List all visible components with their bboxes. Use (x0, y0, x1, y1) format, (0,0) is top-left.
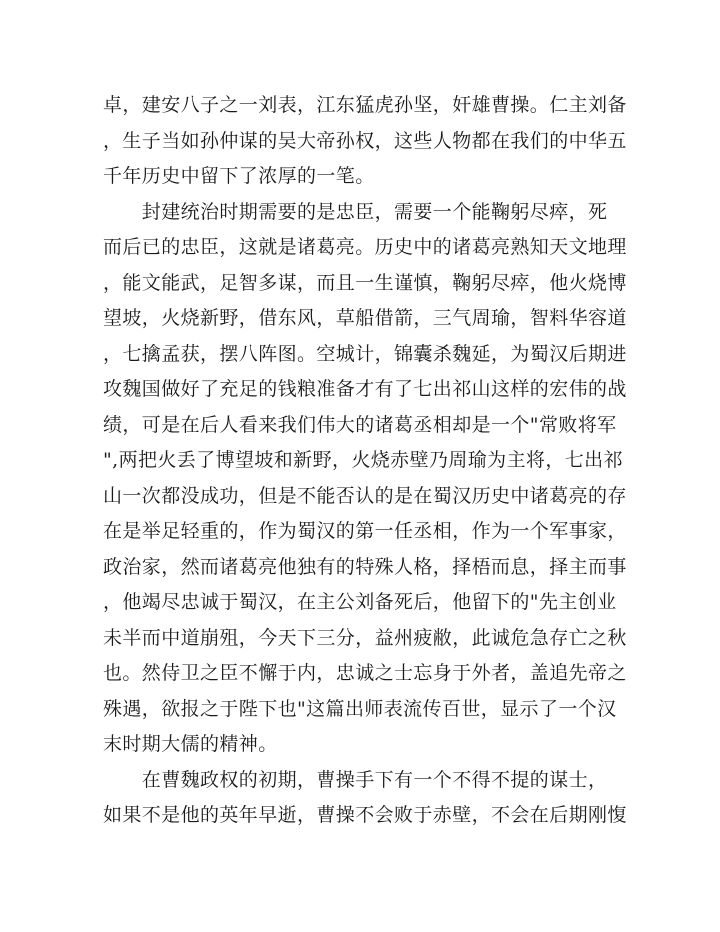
text-line: ，七擒孟获，摆八阵图。空城计，锦囊杀魏延，为蜀汉后期进 (103, 343, 627, 365)
text-line: 也。然侍卫之臣不懈于内，忠诚之士忘身于外者，盖追先帝之 (103, 662, 627, 684)
text-line: ，生子当如孙仲谋的吴大帝孙权，这些人物都在我们的中华五 (103, 130, 627, 152)
text-line: 末时期大儒的精神。 (103, 733, 278, 755)
text-line: 殊遇，欲报之于陛下也"这篇出师表流传百世，显示了一个汉 (103, 698, 617, 720)
text-line: 绩，可是在后人看来我们伟大的诸葛丞相却是一个"常败将军 (103, 414, 617, 436)
text-line: 封建统治时期需要的是忠臣，需要一个能鞠躬尽瘁，死 (103, 201, 608, 223)
text-line: 山一次都没成功，但是不能否认的是在蜀汉历史中诸葛亮的存 (103, 485, 627, 507)
text-line: ，能文能武，足智多谋，而且一生谨慎，鞠躬尽瘁，他火烧博 (103, 272, 627, 294)
text-line: 在曹魏政权的初期，曹操手下有一个不得不提的谋士， (103, 769, 608, 791)
text-line: 攻魏国做好了充足的钱粮准备才有了七出祁山这样的宏伟的战 (103, 378, 627, 400)
text-line: 在是举足轻重的，作为蜀汉的第一任丞相，作为一个军事家， (103, 520, 627, 542)
text-line: 如果不是他的英年早逝，曹操不会败于赤壁，不会在后期刚愎 (103, 804, 627, 826)
text-line: 望坡，火烧新野，借东风，草船借箭，三气周瑜，智料华容道 (103, 307, 627, 329)
text-line: ",两把火丢了博望坡和新野，火烧赤壁乃周瑜为主将，七出祁 (103, 449, 623, 471)
text-line: ，他竭尽忠诚于蜀汉，在主公刘备死后，他留下的"先主创业 (103, 591, 617, 613)
text-line: 政治家，然而诸葛亮他独有的特殊人格，择梧而息，择主而事 (103, 556, 627, 578)
text-line: 未半而中道崩殂，今天下三分，益州疲敝，此诚危急存亡之秋 (103, 627, 627, 649)
text-line: 而后已的忠臣，这就是诸葛亮。历史中的诸葛亮熟知天文地理 (103, 236, 627, 258)
text-line: 千年历史中留下了浓厚的一笔。 (103, 165, 375, 187)
text-line: 卓，建安八子之一刘表，江东猛虎孙坚，奸雄曹操。仁主刘备 (103, 94, 627, 116)
